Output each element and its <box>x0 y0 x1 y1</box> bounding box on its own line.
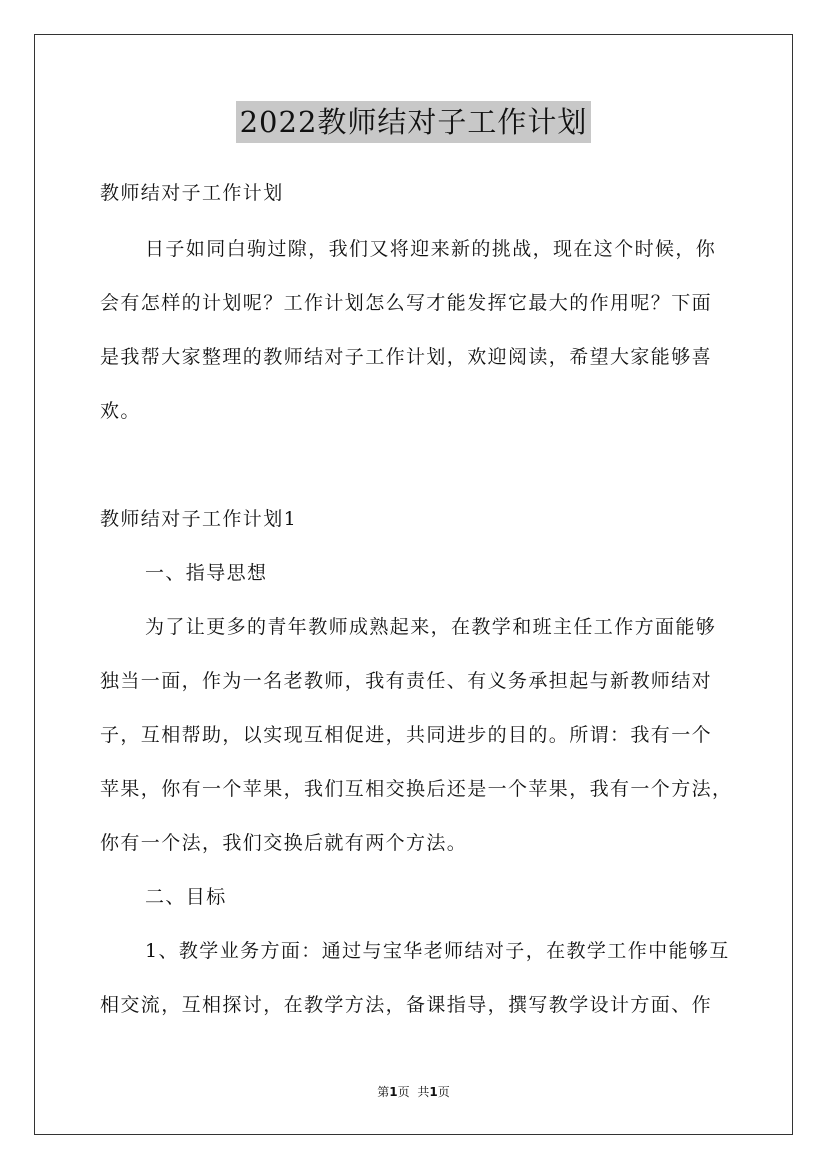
part1-line-5: 你有一个法，我们交换后就有两个方法。 <box>100 832 468 854</box>
intro-heading: 教师结对子工作计划 <box>100 182 284 204</box>
page-current-prefix: 第 <box>377 1085 390 1099</box>
page-total-number: 1 <box>429 1085 438 1099</box>
part1-line-1: 为了让更多的青年教师成熟起来，在教学和班主任工作方面能够 <box>145 616 717 638</box>
part1-heading: 一、指导思想 <box>145 562 268 584</box>
page-current-number: 1 <box>389 1085 398 1099</box>
part2-line-1: 1、教学业务方面：通过与宝华老师结对子，在教学工作中能够互 <box>145 940 730 962</box>
title-container <box>0 101 827 143</box>
part1-line-3: 子，互相帮助，以实现互相促进，共同进步的目的。所谓：我有一个 <box>100 724 713 746</box>
part2-line-2: 相交流，互相探讨，在教学方法，备课指导，撰写教学设计方面、作 <box>100 994 713 1016</box>
part1-line-4: 苹果，你有一个苹果，我们互相交换后还是一个苹果，我有一个方法， <box>100 778 733 800</box>
page-footer <box>0 1084 827 1100</box>
page-current-suffix: 页 <box>397 1085 410 1099</box>
part2-heading: 二、目标 <box>145 886 227 908</box>
intro-line-3: 是我帮大家整理的教师结对子工作计划，欢迎阅读，希望大家能够喜 <box>100 346 713 368</box>
part1-line-2: 独当一面，作为一名老教师，我有责任、有义务承担起与新教师结对 <box>100 670 713 692</box>
page-total-suffix: 页 <box>437 1085 450 1099</box>
intro-line-1: 日子如同白驹过隙，我们又将迎来新的挑战，现在这个时候，你 <box>145 238 717 260</box>
document-title: 2022教师结对子工作计划 <box>236 101 592 143</box>
intro-line-4: 欢。 <box>100 400 141 422</box>
page-total-prefix: 共 <box>417 1085 430 1099</box>
section1-heading: 教师结对子工作计划1 <box>100 508 298 530</box>
intro-line-2: 会有怎样的计划呢？工作计划怎么写才能发挥它最大的作用呢？下面 <box>100 292 713 314</box>
